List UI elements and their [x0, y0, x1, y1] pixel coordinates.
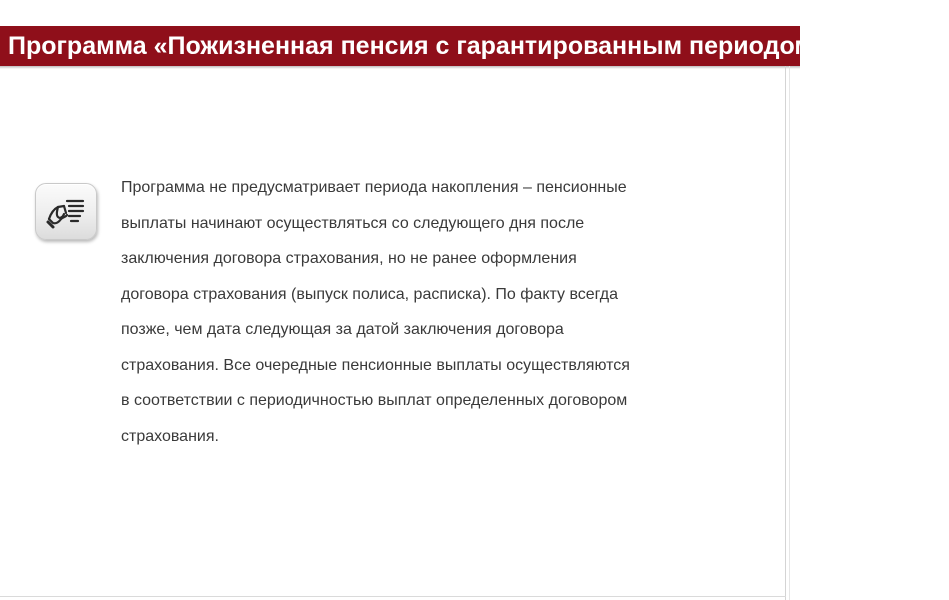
body-line: договора страхования (выпуск полиса, расписка). По факту всегда: [121, 285, 619, 303]
slide-title: Программа «Пожизненная пенсия с гарантированным периодом выплаты»: [8, 32, 949, 60]
body-line: заключения договора страхования, но не ранее оформления: [121, 250, 577, 267]
body-line: в соответствии с периодичностью выплат определенных договором: [121, 392, 628, 409]
title-bar: [0, 26, 949, 66]
body-line: страхования.: [121, 427, 219, 445]
body-line: страхования. Все очередные пенсионные выплаты осуществляются: [121, 356, 630, 374]
body-line: позже, чем дата следующая за датой заключения договора: [121, 321, 564, 338]
body-line: Программа не предусматривает периода накопления – пенсионные: [121, 179, 627, 196]
handshake-document-icon: [35, 183, 97, 240]
frame-border-bottom: [0, 596, 786, 597]
handshake-icon-graphic: [45, 193, 87, 231]
frame-border-right-outer: [789, 66, 790, 600]
body-line: выплаты начинают осуществляться со следующего дня после: [121, 214, 585, 232]
title-bar-shadow: [0, 66, 800, 69]
frame-border-right: [785, 66, 786, 600]
body-paragraph: [121, 170, 781, 454]
